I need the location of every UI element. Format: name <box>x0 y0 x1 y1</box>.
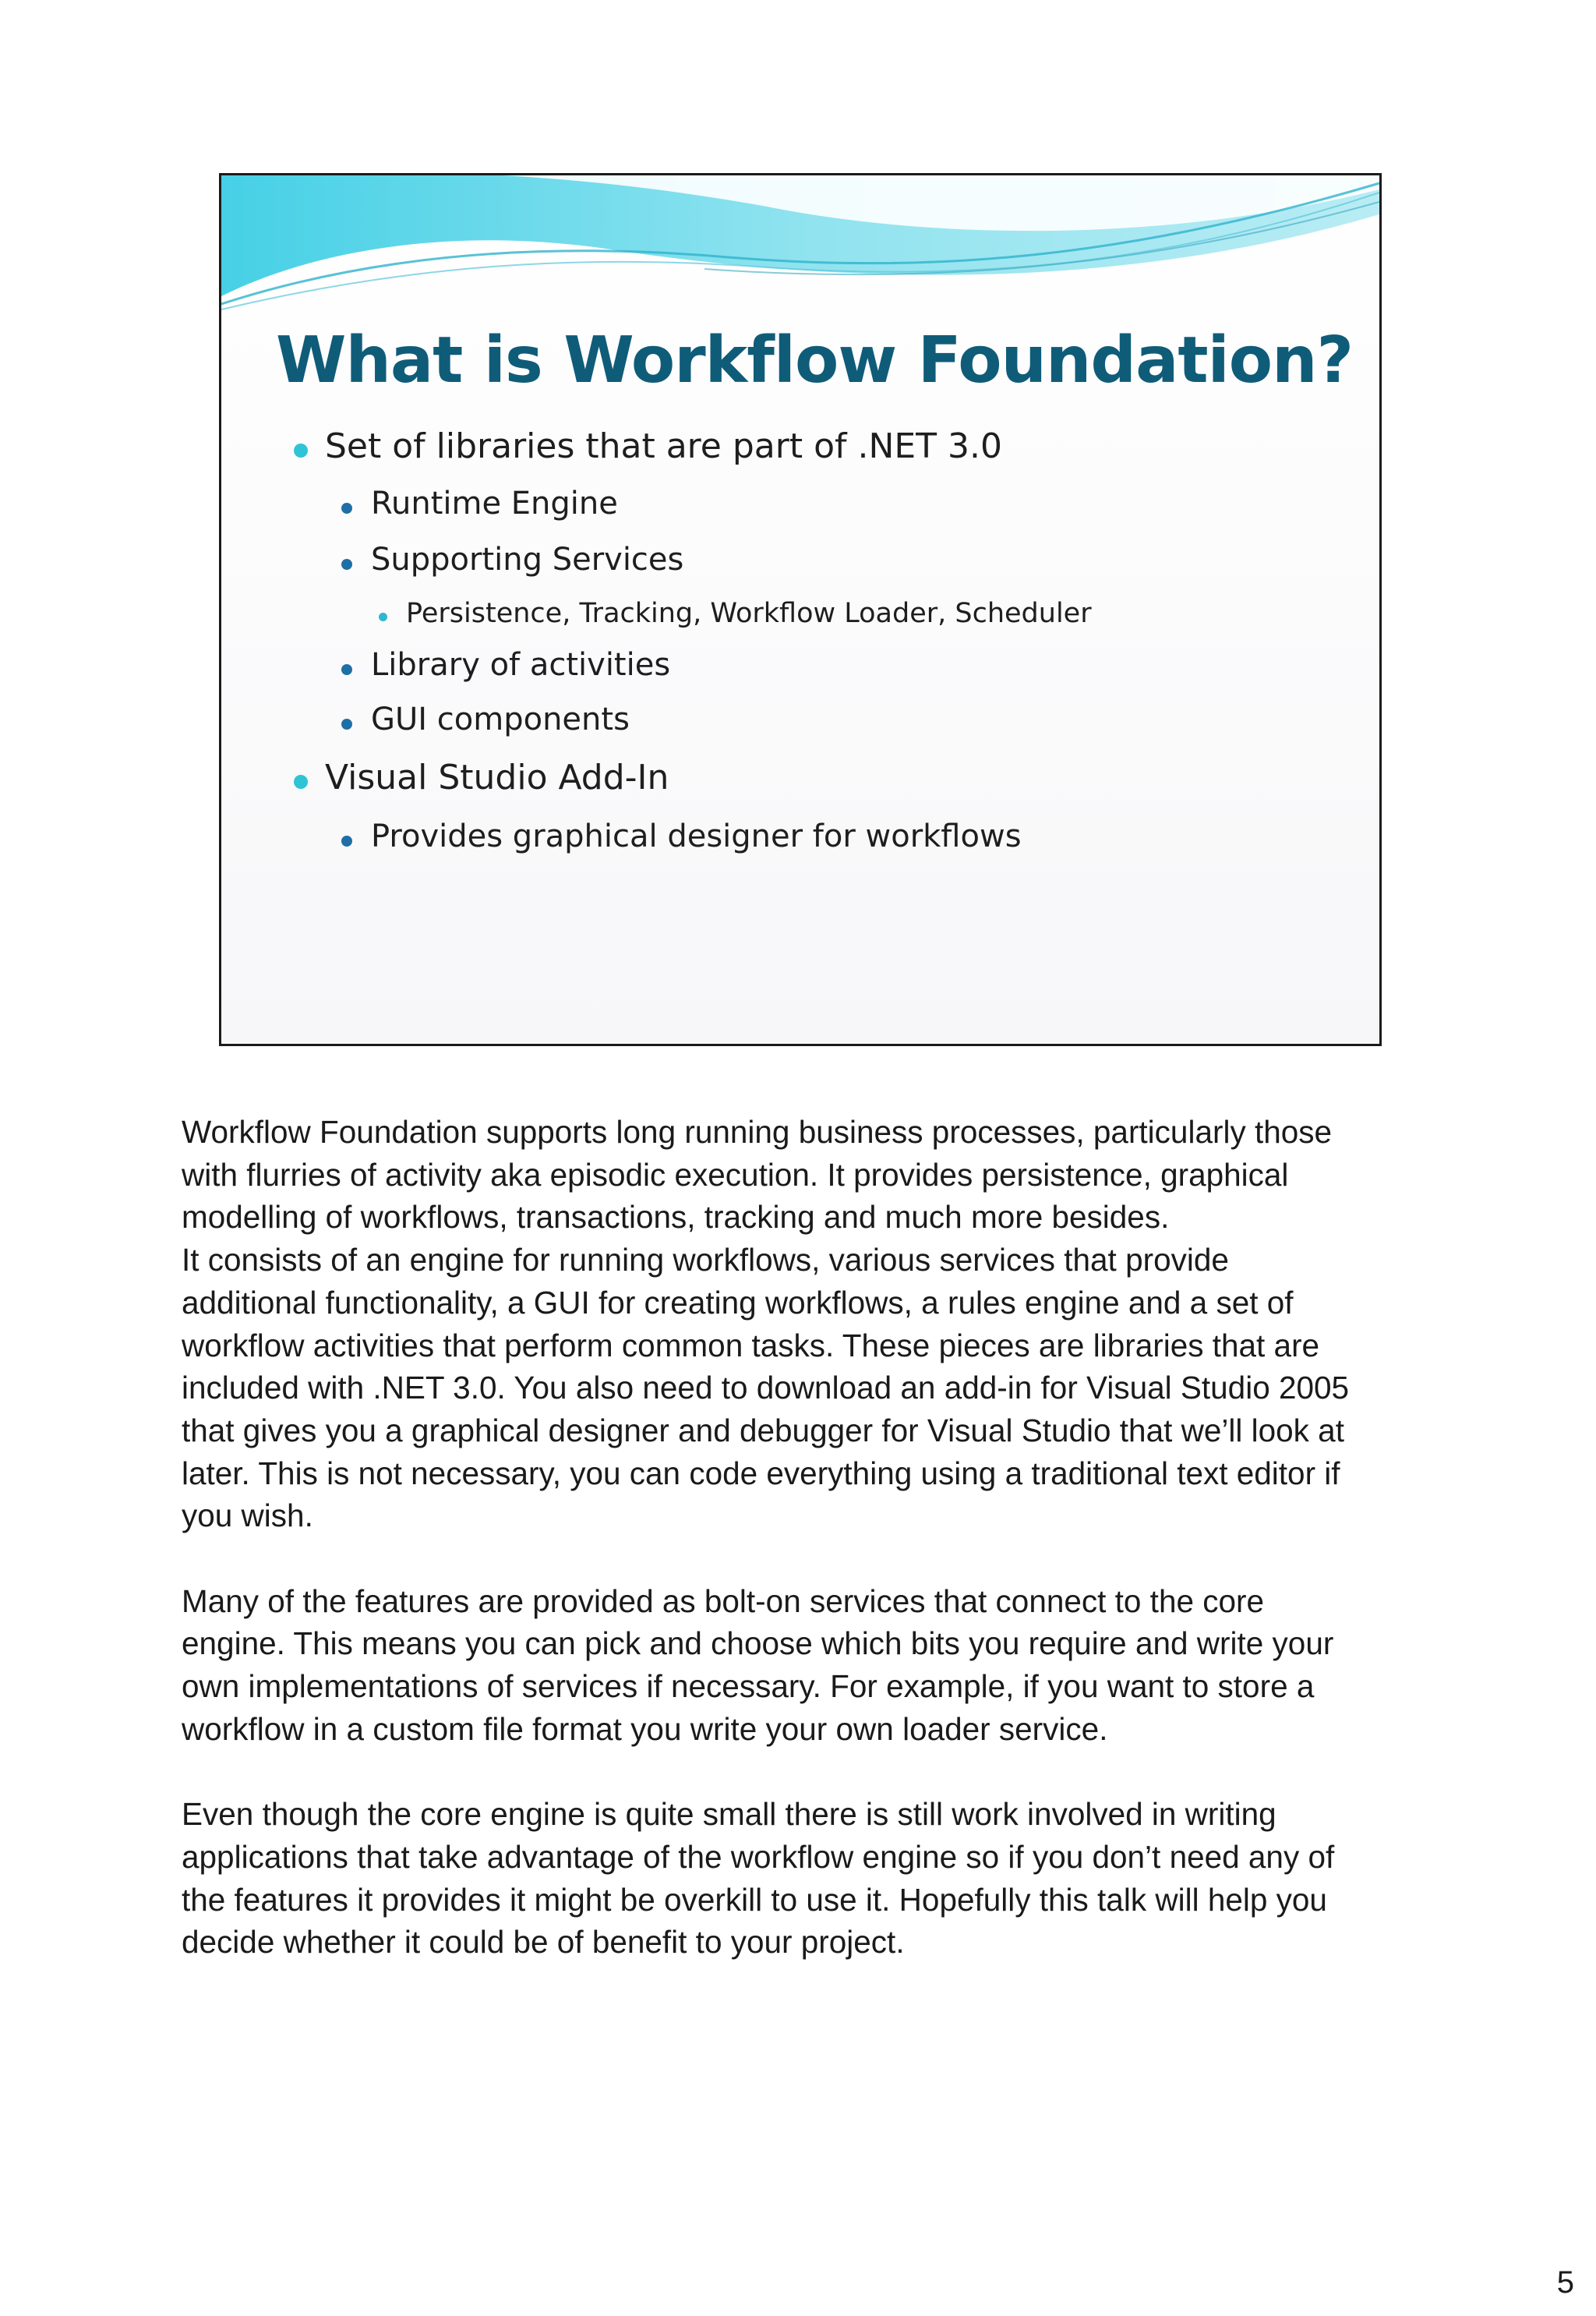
bullet-text: Set of libraries that are part of .NET 3.0 <box>325 426 1002 466</box>
bullet-level2 <box>371 819 1022 854</box>
bullet-level2 <box>371 702 630 737</box>
bullet-text: Visual Studio Add-In <box>325 758 669 797</box>
bullet-text: Persistence, Tracking, Workflow Loader, Scheduler <box>406 598 1092 629</box>
bullet-level1 <box>325 758 669 797</box>
notes-paragraph: Many of the features are provided as bolt-on services that connect to the core engine. This means you can pick and choose which bits you require and write your own implementations of services if necessary. For example, if you want to store a workflow in a custom file format you write your own loader service. <box>182 1582 1334 1747</box>
speaker-notes <box>182 1111 1409 2007</box>
slide-title: What is Workflow Foundation? <box>276 324 1354 398</box>
slide-bullet-list <box>221 175 1379 1044</box>
bullet-text: Library of activities <box>371 647 671 683</box>
bullet-level2 <box>371 647 670 683</box>
bullet-level1 <box>325 426 1002 466</box>
bullet-dot-icon <box>341 664 352 675</box>
bullet-dot-icon <box>294 444 308 458</box>
notes-paragraph: Workflow Foundation supports long running business processes, particularly those with flurries of activity aka episodic execution. It provides persistence, graphical modelling of workflows, transactions, tracking and much more besides. It consists of an engine for running workflows, various services that provide additional functionality, a GUI for creating workflows, a rules engine and a set of workflow activities that perform common tasks. These pieces are libraries that are included with .NET 3.0. You also need to download an add-in for Visual Studio 2005 that gives you a graphical designer and debugger for Visual Studio that we’ll look at later. This is not necessary, you can code everything using a traditional text editor if you wish. <box>182 1114 1350 1534</box>
bullet-dot-icon <box>341 559 352 570</box>
bullet-text: Runtime Engine <box>371 486 618 522</box>
notes-paragraph: Even though the core engine is quite small there is still work involved in writing applications that take advantage of the workflow engine so if you don’t need any of the features it provides it might be overkill to use it. Hopefully this talk will help you decide whether it could be of benefit to your project. <box>182 1796 1335 1961</box>
page-number: 5 <box>1556 2265 1574 2300</box>
bullet-text: GUI components <box>371 702 630 737</box>
bullet-dot-icon <box>341 719 352 730</box>
slide-thumbnail <box>219 173 1382 1046</box>
bullet-dot-icon <box>379 613 387 621</box>
bullet-level2 <box>371 542 683 578</box>
bullet-dot-icon <box>294 775 308 789</box>
bullet-text: Provides graphical designer for workflows <box>371 819 1022 854</box>
bullet-dot-icon <box>341 503 352 514</box>
bullet-level2 <box>371 486 618 522</box>
bullet-text: Supporting Services <box>371 542 684 578</box>
bullet-dot-icon <box>341 836 352 847</box>
bullet-level3 <box>406 598 1092 629</box>
